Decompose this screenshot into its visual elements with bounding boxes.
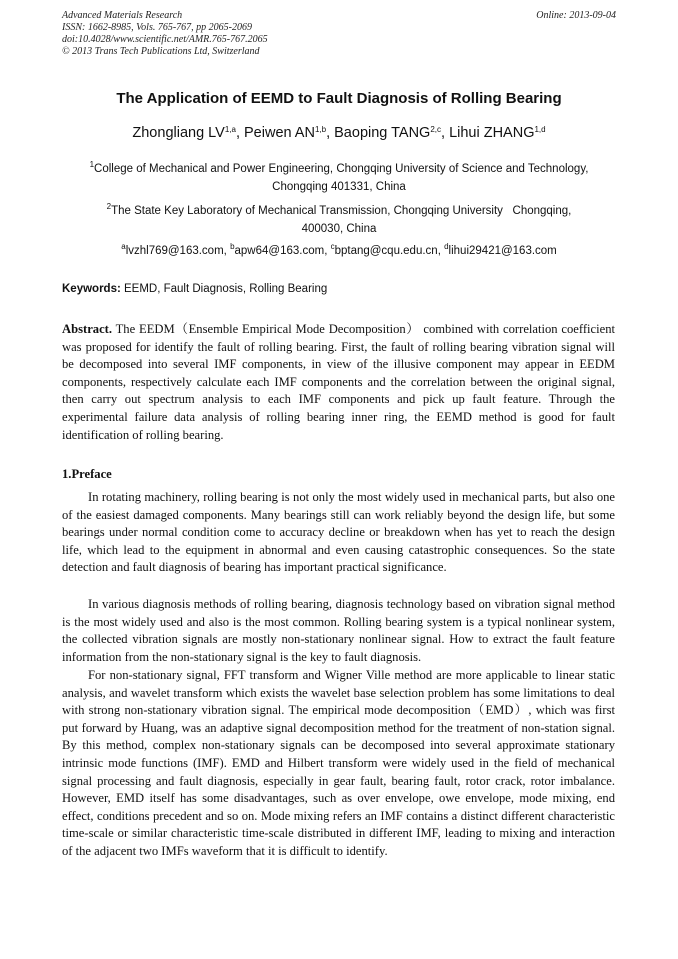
author-list: Zhongliang LV$^{1,a}$, Peiwen AN$^{1,b}$, Baoping TANG$^{2,c}$, Lihui ZHANG$^{1,d}$ <box>132 125 546 141</box>
keywords-text: EEMD, Fault Diagnosis, Rolling Bearing <box>124 283 328 295</box>
affiliation-mark: 1 <box>89 160 95 169</box>
affiliation-mark: 2 <box>106 202 112 211</box>
email-mark: b <box>230 242 235 251</box>
affiliation-2 <box>62 202 616 238</box>
author-affil-mark: 1,a <box>224 125 236 134</box>
doi-line: doi:10.4028/www.scientific.net/AMR.765-767.2065 <box>62 34 268 45</box>
affiliation-line: The State Key Laboratory of Mechanical Transmission, Chongqing University Chongqing, <box>111 205 572 217</box>
page-header <box>62 10 616 58</box>
author-affil-mark: 2,c <box>430 125 441 134</box>
email-mark: d <box>444 242 449 251</box>
email-mark: c <box>330 242 335 251</box>
email-list: $^a$lvzhl769@163.com, $^b$apw64@163.com, $^c$bptang@cqu.edu.cn, $^d$lihui29421@163.com <box>121 242 557 257</box>
affiliation-line: 400030, China <box>301 223 377 235</box>
section-heading: 1.Preface <box>62 467 112 481</box>
email-link[interactable]: apw64@163.com <box>234 245 325 257</box>
email-link[interactable]: bptang@cqu.edu.cn <box>334 245 438 257</box>
author-name: Baoping TANG <box>334 125 431 141</box>
author-affil-mark: 1,b <box>314 125 327 134</box>
author-name: Lihui ZHANG <box>449 125 535 141</box>
email-mark: a <box>121 242 126 251</box>
online-date: Online: 2013-09-04 <box>536 10 616 21</box>
keywords-label: Keywords: <box>62 283 121 295</box>
abstract-text: The EEDM（Ensemble Empirical Mode Decomposition） combined with correlation coefficient was proposed for identify the fault of rolling bearing. First, the fault of rolling bearing vibration signal will be decomposed into several IMF components, in view of the illusive component may appear in EEDM components, respectively calculate each IMF components and the correlation between the original signal, then carry out spectrum analysis to each IMF components and pick up fault feature. Through the experimental failure data analysis of rolling bearing inner ring, the EEMD method is good for fault identification of rolling bearing. <box>62 322 616 442</box>
paragraph: In various diagnosis methods of rolling bearing, diagnosis technology based on vibration signal method is the most widely used and also is the most common. Rolling bearing system is a typical nonlinear system, the collected vibration signals are mostly non-stationary nonlinear signal. How to extract the fault feature information from the non-stationary signal is the key to fault diagnosis. <box>62 597 615 664</box>
author-affil-mark: 1,d <box>534 125 546 134</box>
affiliation-1 <box>62 160 616 196</box>
copyright-line: © 2013 Trans Tech Publications Ltd, Switzerland <box>62 46 260 57</box>
email-link[interactable]: lihui29421@163.com <box>448 245 557 257</box>
author-name: Peiwen AN <box>244 125 315 141</box>
paper-title: The Application of EEMD to Fault Diagnosis of Rolling Bearing <box>116 90 562 107</box>
paragraph: In rotating machinery, rolling bearing is not only the most widely used in mechanical parts, but also one of the easiest damaged components. Many bearings still can work reliably beyond the design life, but some bearings under normal condition come to accuracy decline or breakdown when has yet to reach the design life, which lead to the equipment in abnormal and even causing catastrophic consequences. So the state detection and fault diagnosis of bearing has important practical significance. <box>62 490 615 575</box>
paragraph: For non-stationary signal, FFT transform and Wigner Ville method are more applicable to linear static analysis, and wavelet transform which exists the wavelet base selection problem has some limitations to deal with strong non-stationary vibration signal. The empirical mode decomposition（EMD）, which was first put forward by Huang, was an adaptive signal decomposition method for the treatment of non-station signal. By this method, complex non-stationary signals can be decomposed into several approximate stationary intrinsic mode functions (IMF). EMD and Hilbert transform were widely used in the field of mechanical signal processing and fault diagnosis, especially in gear fault, bearing fault, rotor crack, rotor imbalance. However, EMD itself has some disadvantages, such as over envelope, owe envelope, mode mixing, end effect, conditions precedent and so on. Mode mixing refers an IMF contains a distinct different characteristic time-scale or similar characteristic time-scale distributed in different IMF, leading to mixing and interaction of the adjacent two IMFs waveform that it is difficult to identify. <box>62 668 615 858</box>
journal-name: Advanced Materials Research <box>62 10 183 21</box>
issn-line: ISSN: 1662-8985, Vols. 765-767, pp 2065-2069 <box>62 22 252 33</box>
affiliation-line: College of Mechanical and Power Engineering, Chongqing University of Science and Technology, <box>94 163 589 175</box>
abstract <box>62 321 615 444</box>
email-link[interactable]: lvzhl769@163.com <box>125 245 224 257</box>
abstract-label: Abstract. <box>62 322 113 336</box>
keywords <box>62 283 616 295</box>
affiliation-line: Chongqing 401331, China <box>272 181 406 193</box>
author-name: Zhongliang LV <box>132 125 225 141</box>
